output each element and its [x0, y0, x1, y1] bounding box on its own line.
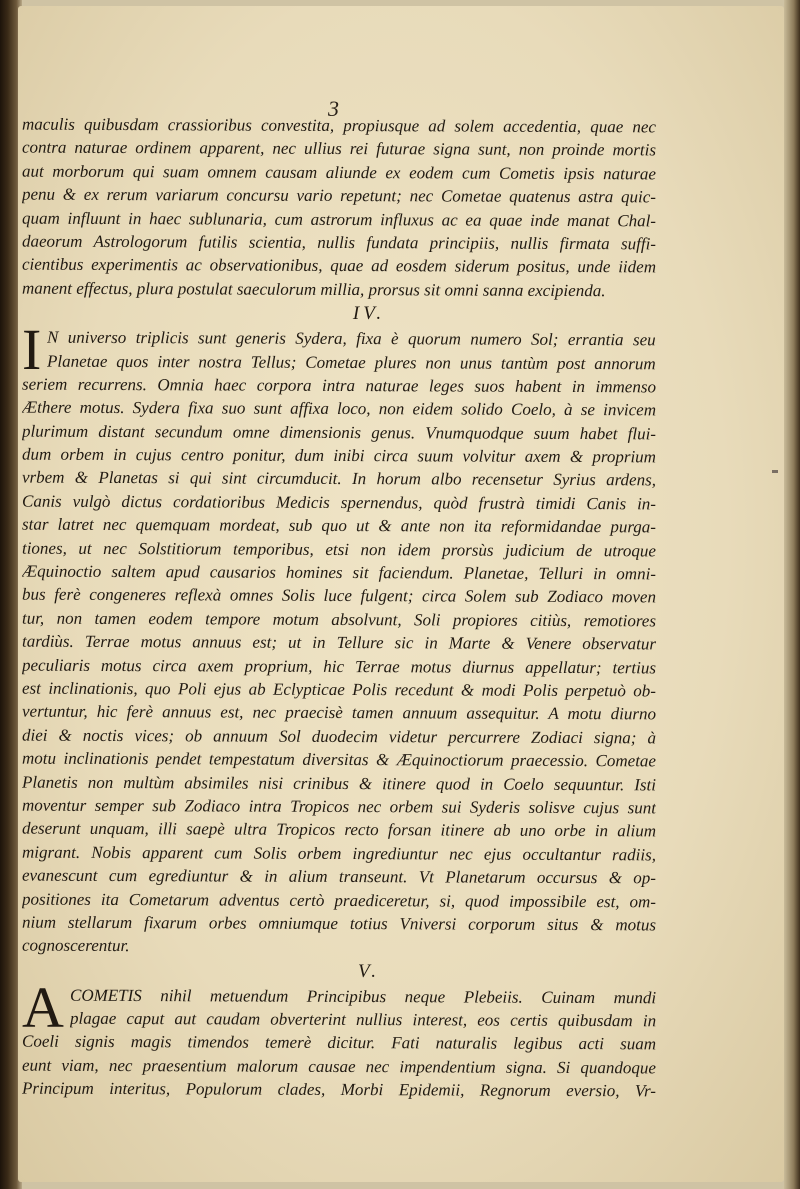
section-intro: [22, 114, 656, 301]
text-line: Æquinoctio saltem apud causarios homines sit faciendum. Planetae, Telluri in omni-: [21, 561, 657, 584]
text-line: eunt viam, nec praesentium malorum causae nec impendentium signa. Si quandoque: [21, 1055, 657, 1078]
text-line: star latret nec quemquam mordeat, sub quo ut & ante non ita reformidandae purga-: [21, 514, 657, 537]
drop-cap: I: [22, 317, 42, 383]
drop-cap: A: [22, 974, 64, 1040]
ink-mark: [772, 470, 778, 473]
text-line: bus ferè congeneres reflexà omnes Solis luce fulgent; circa Solem sub Zodiaco moven: [21, 585, 657, 607]
text-line: Planetis non multùm absimiles nisi crinibus & itinere quod in Coelo sequuntur. Isti: [21, 772, 657, 794]
page-text: [22, 114, 656, 1102]
text-line: vrbem & Planetas si qui sint circumducit. In horum albo recensetur Syrius ardens,: [21, 468, 657, 490]
text-line: motu inclinationis pendet tempestatum diversitas & Æquinoctiorum praecessio. Cometae: [21, 748, 657, 771]
text-line: cognoscerentur.: [21, 935, 130, 956]
section-v: [22, 959, 656, 1102]
section-heading: IV.: [352, 303, 386, 325]
page-stack-edge: [784, 0, 800, 1189]
section-iv: [22, 301, 656, 959]
text-line: migrant. Nobis apparent cum Solis orbem ingrediuntur nec ejus occultantur radiis,: [21, 842, 657, 865]
text-line: vertuntur, hic ferè annuus est, nec praecisè tamen annuum assequitur. A motu diurno: [21, 701, 657, 724]
text-line: diei & noctis vices; ob annuum Sol duodecim videtur percurrere Zodiaci signa; à: [21, 725, 657, 748]
text-line: contra naturae ordinem apparent, nec ullius rei futurae signa sunt, non proinde mortis: [21, 138, 657, 160]
section-heading: V.: [358, 960, 380, 982]
text-line: aut morborum qui suam omnem causam aliunde ex eodem cum Cometis ipsis naturae: [21, 161, 657, 184]
text-line: daeorum Astrologorum futilis scientia, nullis fundata principiis, nullis firmata suffi-: [21, 231, 657, 254]
text-line: N universo triplicis sunt generis Sydera, fixa è quorum numero Sol; errantia seu: [47, 327, 657, 350]
text-line: peculiaris motus circa axem proprium, hic Terrae motus diurnus appellatur; tertius: [21, 655, 657, 677]
text-line: dum orbem in cujus centro ponitur, dum inibi circa suum volvitur axem & proprium: [21, 444, 657, 467]
text-line: tiones, ut nec Solstitiorum temporibus, etsi non idem prorsùs judicium de utroque: [21, 538, 657, 561]
text-line: Æthere motus. Sydera fixa suo sunt affixa loco, non eidem solido Coelo, à se invicem: [21, 397, 657, 420]
text-line: Planetae quos inter nostra Tellus; Cometae plures non unus tantùm post annorum: [47, 351, 657, 373]
text-line: seriem recurrens. Omnia haec corpora intra naturae leges suos habent in immenso: [21, 374, 657, 397]
text-line: Coeli signis magis timendos temerè dicitur. Fati naturalis legibus acti suam: [21, 1032, 657, 1054]
text-line: positiones ita Cometarum adventus certò praediceretur, si, quod impossibile est, om-: [21, 889, 657, 911]
text-line: maculis quibusdam crassioribus convestita, propiusque ad solem accedentia, quae nec: [21, 114, 657, 137]
text-line: plagae caput aut caudam obverterint nullius interest, eos certis quibusdam in: [69, 1008, 657, 1031]
text-line: evanescunt cum egrediuntur & in alium transeunt. Vt Planetarum occursus & op-: [21, 865, 657, 888]
text-line: Canis vulgò dictus cordatioribus Medicis spernendus, quòd frustrà timidi Canis in-: [21, 491, 657, 514]
text-line: moventur semper sub Zodiaco intra Tropicos nec orbem sui Syderis solisve cujus sunt: [21, 795, 657, 818]
text-line: Principum interitus, Populorum clades, Morbi Epidemii, Regnorum eversio, Vr-: [21, 1078, 657, 1101]
text-line: COMETIS nihil metuendum Principibus neque Plebeiis. Cuinam mundi: [69, 985, 657, 1007]
text-line: plurimum distant secundum omne dimensionis genus. Vnumquodque suum habet flui-: [21, 421, 657, 444]
text-line: tardiùs. Terrae motus annuus est; ut in Tellure sic in Marte & Venere observatur: [21, 631, 657, 654]
text-line: deserunt unquam, illi saepè ultra Tropicos recto forsan itinere ab uno orbe in alium: [21, 818, 657, 841]
text-line: nium stellarum fixarum orbes omniumque totius Vniversi corporum situs & motus: [21, 912, 657, 935]
text-line: tur, non tamen eodem tempore motum absolvunt, Soli propiores citiùs, remotiores: [21, 608, 657, 631]
text-line: quam influunt in haec sublunaria, cum astrorum influxus ac ea quae inde manat Chal-: [21, 208, 657, 230]
page-number: 3: [328, 96, 339, 121]
text-line: penu & ex rerum variarum concursu vario repetunt; nec Cometae quatenus astra quic-: [21, 184, 657, 207]
text-line: manent effectus, plura postulat saeculorum millia, prorsus sit omni sanna excipienda.: [21, 278, 606, 300]
text-line: est inclinationis, quo Poli ejus ab Eclypticae Polis recedunt & modi Polis perpetuò ob-: [21, 678, 657, 701]
text-line: cientibus experimentis ac observationibus, quae ad eosdem siderum positus, unde iidem: [21, 254, 657, 277]
